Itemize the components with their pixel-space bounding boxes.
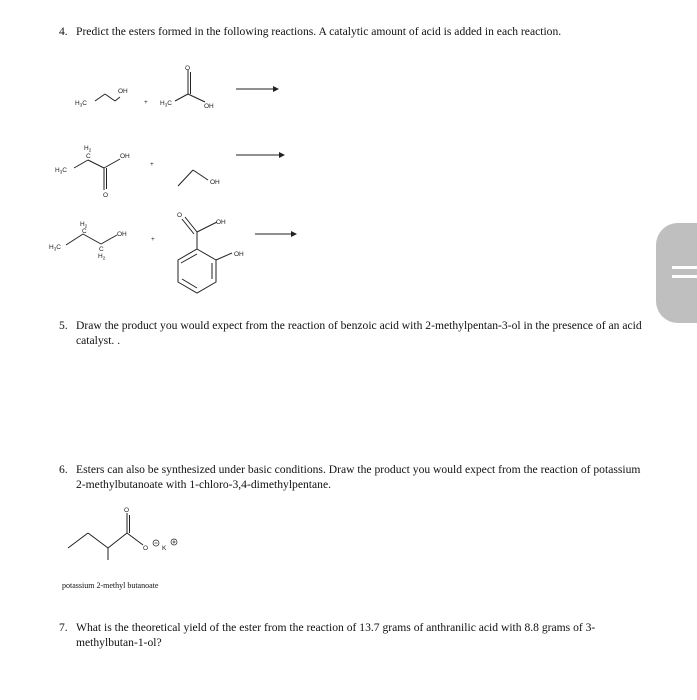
oh-label: OH [117,231,127,238]
h2-label: $H_2$ [80,221,88,229]
structure-caption: potassium 2-methyl butanoate [62,581,159,590]
oh-label: OH [120,153,130,160]
oh-label: OH [204,103,214,110]
question-number: 7. [59,621,68,634]
c-label: C [99,246,104,253]
question-text: Esters can also be synthesized under basic conditions. Draw the product you would expect from the reaction of potassium 2-methylbutanoate with 1-chloro-3,4-dimethylpentane. [76,463,641,491]
h3c-label: $H_3C$ [160,100,172,108]
o-label: O [143,545,149,552]
question-7 [59,620,649,650]
o-label: O [177,212,183,219]
question-number: 6. [59,463,68,476]
o-label: O [124,507,130,514]
h2-label: $H_2$ [84,145,92,153]
question-text: What is the theoretical yield of the ester from the reaction of 13.7 grams of anthranilic acid with 8.8 grams of 3-methylbutan-1-ol? [76,621,596,649]
handle-grip-icon [672,266,697,269]
question-5 [59,318,671,348]
plus-sign: + [144,99,148,106]
plus-sign: + [151,236,155,243]
plus-sign: + [150,161,154,168]
oh-label: OH [234,251,244,258]
h2-label: $H_2$ [98,253,106,261]
c-label: C [86,153,91,160]
k-label: K [162,545,167,552]
o-label: O [103,192,109,199]
question-number: 4. [59,25,68,38]
oh-label: OH [216,219,226,226]
question-number: 5. [59,319,68,332]
h3c-label: $H_3C$ [55,167,67,175]
question-6 [59,462,649,492]
side-panel-handle[interactable] [656,223,697,323]
c-label: C [82,228,87,235]
h3c-label: $H_3C$ [75,100,87,108]
question-text: Predict the esters formed in the following reactions. A catalytic amount of acid is added in each reaction. [76,25,562,38]
handle-grip-icon [672,275,697,278]
oh-label: OH [118,88,128,95]
h3c-label: $H_3C$ [49,244,61,252]
oh-label: OH [210,179,220,186]
question-text: Draw the product you would expect from the reaction of benzoic acid with 2-methylpentan-3-ol in the presence of an acid catalyst. . [76,319,642,347]
o-label: O [185,65,191,72]
